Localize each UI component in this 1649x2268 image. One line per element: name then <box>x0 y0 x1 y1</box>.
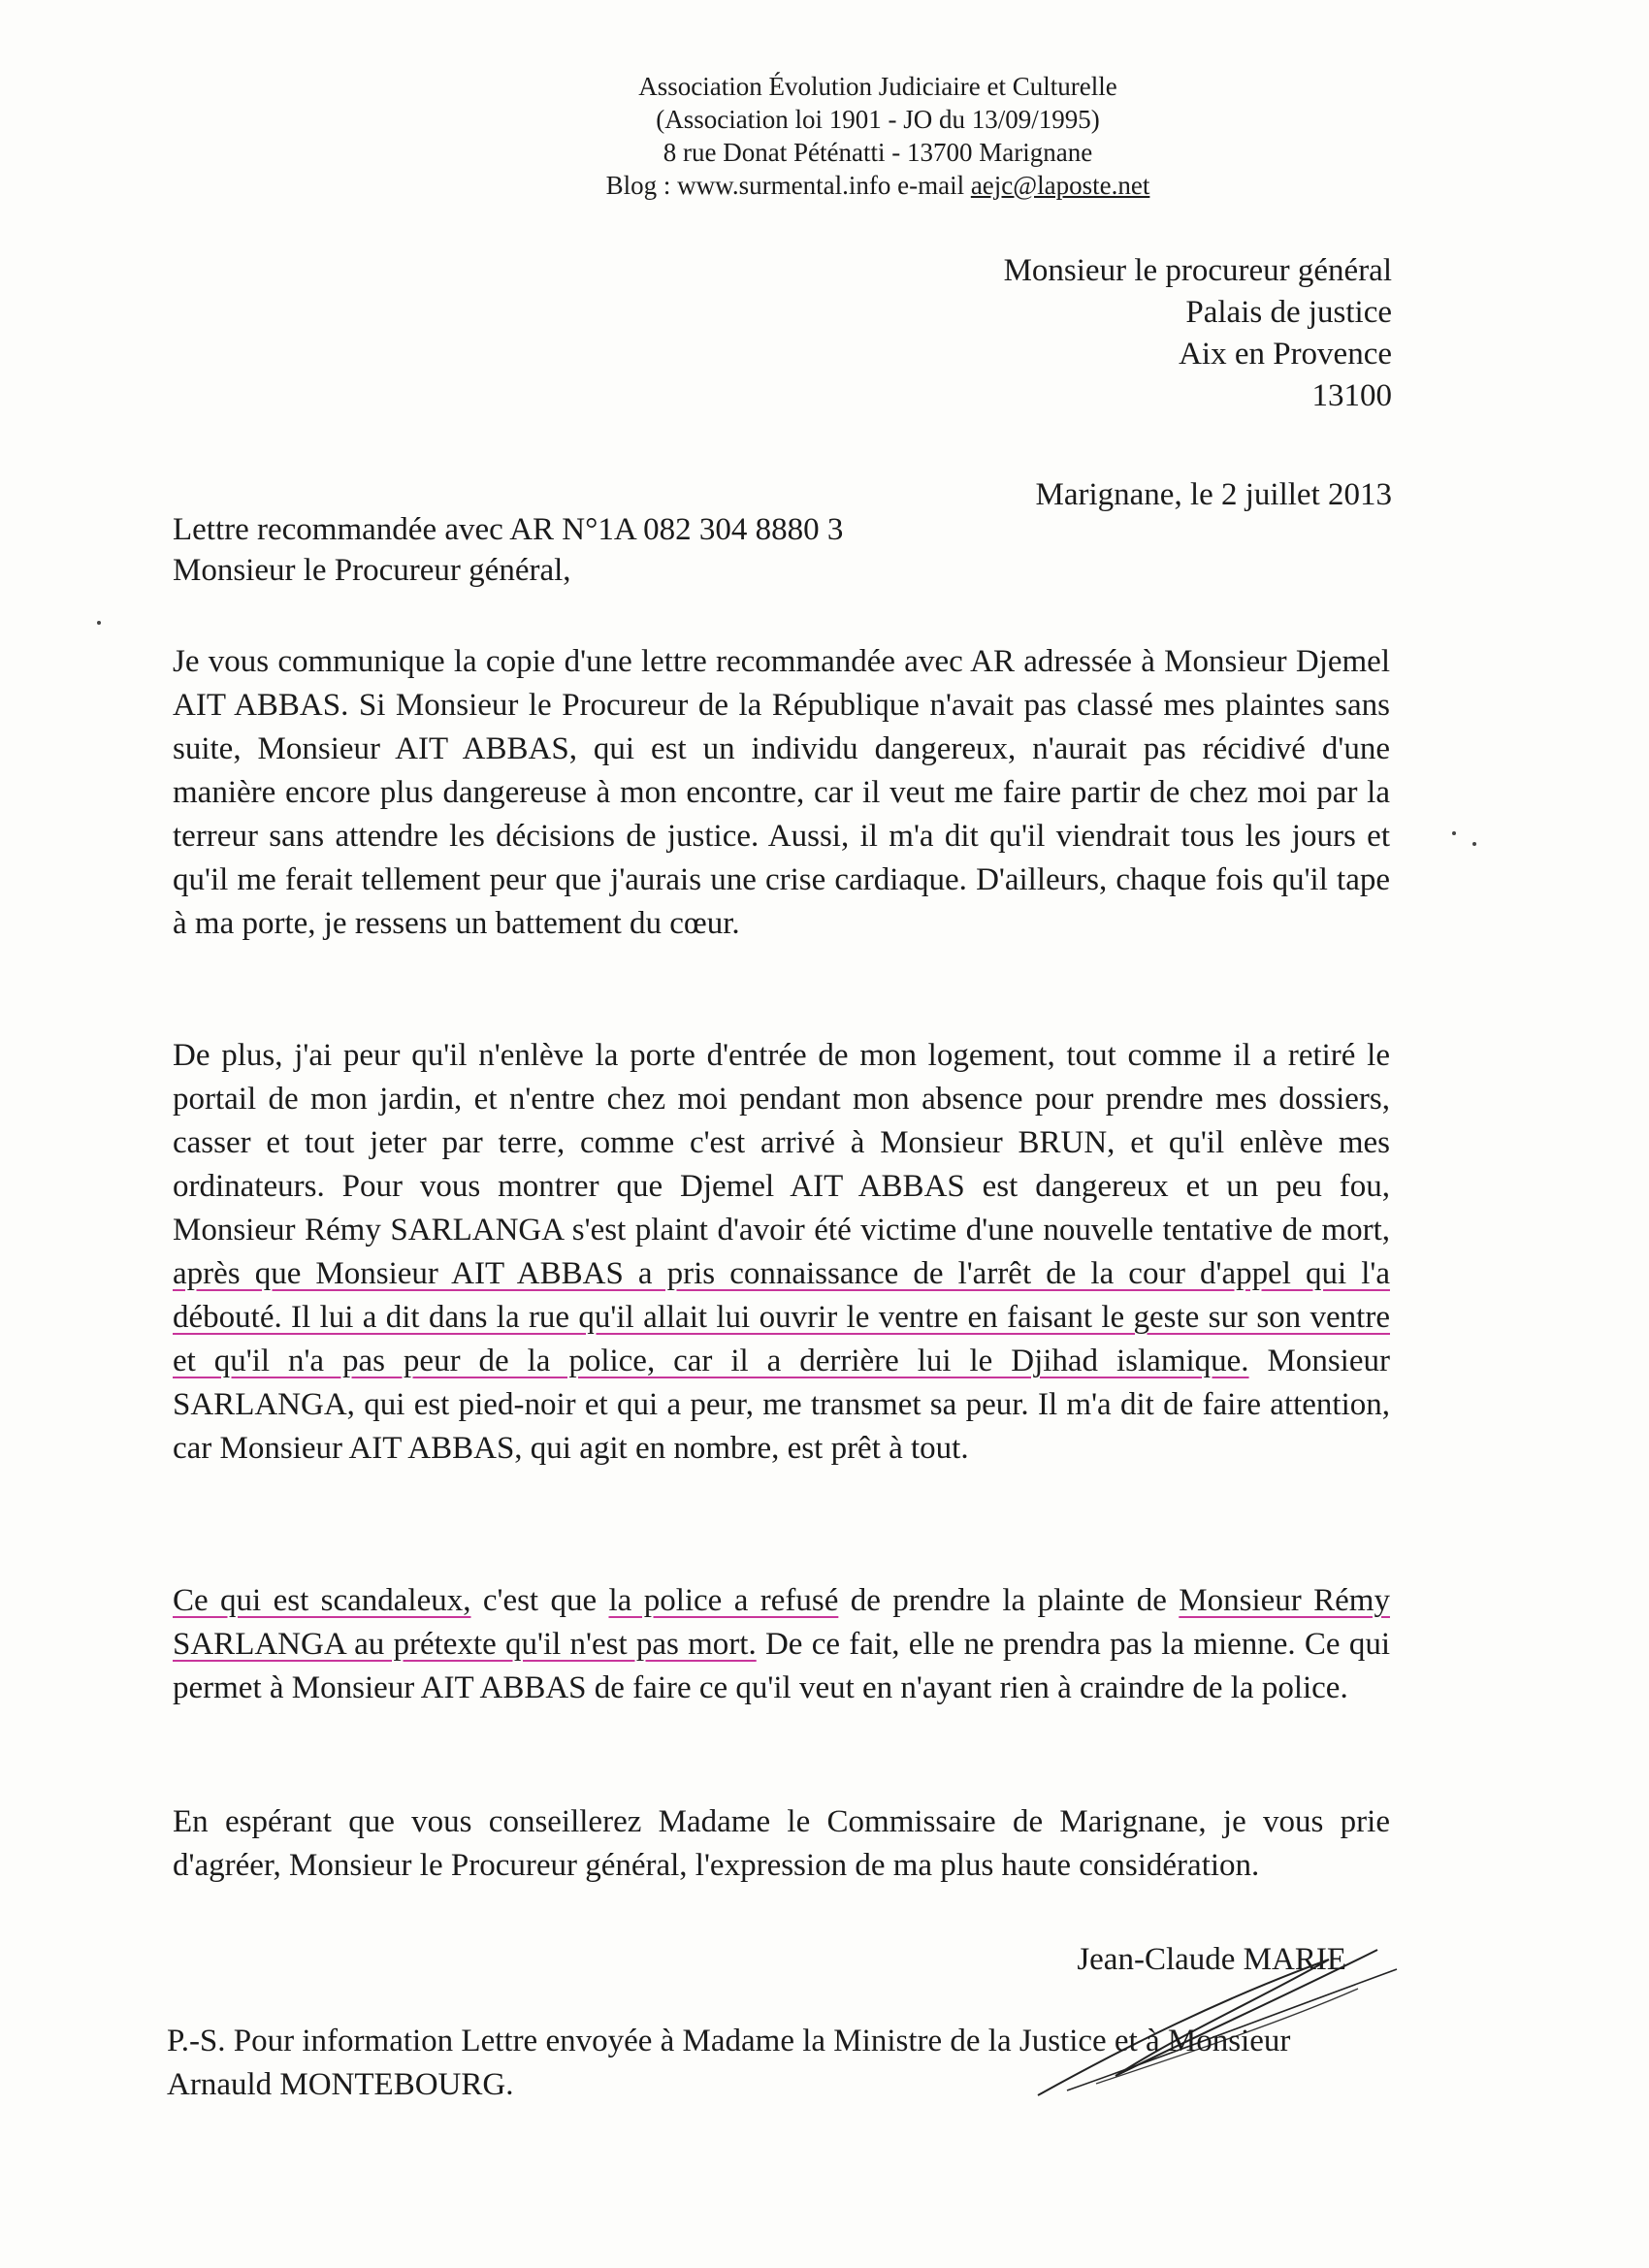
postscript: P.-S. Pour information Lettre envoyée à Madame la Ministre de la Justice et à Monsieur Arnauld MONTEBOURG. <box>167 2024 1291 2102</box>
paragraph-3-text: de prendre la plainte de <box>838 1583 1180 1618</box>
scan-speck <box>97 621 101 625</box>
recipient-line: Palais de justice <box>1185 295 1392 330</box>
underlined-passage: Monsieur Rémy SARLANGA au prétexte qu'il n'est pas mort. <box>173 1583 1390 1662</box>
paragraph-3-text: De ce fait, elle ne prendra pas la mienne. Ce qui permet à Monsieur AIT ABBAS de faire ce qu'il veut en n'ayant rien à craindre de la police. <box>173 1627 1390 1705</box>
blog-text: Blog : www.surmental.info e-mail <box>605 171 971 200</box>
association-contact <box>107 169 1649 202</box>
recipient-line: Aix en Provence <box>1179 337 1392 372</box>
registered-letter-number: Lettre recommandée avec AR N°1A 082 304 8880 3 <box>173 512 844 547</box>
recipient-line: Monsieur le procureur général <box>1003 253 1392 288</box>
underlined-passage: Ce qui est scandaleux, <box>173 1583 471 1618</box>
paragraph-3 <box>173 1579 1390 1710</box>
paragraph-1: Je vous communique la copie d'une lettre recommandée avec AR adressée à Monsieur Djemel AIT ABBAS. Si Monsieur le Procureur de la République n'avait pas classé mes plaintes sans suite, Monsieur AIT ABBAS, qui est un individu dangereux, n'aurait pas récidivé d'une manière encore plus dangereuse à mon encontre, car il veut me faire partir de chez moi par la terreur sans attendre les décisions de justice. Aussi, il m'a dit qu'il viendrait tous les jours et qu'il me ferait tellement peur que j'aurais une crise cardiaque. D'ailleurs, chaque fois qu'il tape à ma porte, je ressens un battement du cœur. <box>173 644 1390 941</box>
paragraph-2-text: De plus, j'ai peur qu'il n'enlève la porte d'entrée de mon logement, tout comme il a retiré le portail de mon jardin, et n'entre chez moi pendant mon absence pour prendre mes dossiers, casser et tout jeter par terre, comme c'est arrivé à Monsieur BRUN, et qu'il enlève mes ordinateurs. Pour vous montrer que Djemel AIT ABBAS est dangereux et un peu fou, Monsieur Rémy SARLANGA s'est plaint d'avoir été victime d'une nouvelle tentative de mort, <box>173 1038 1390 1247</box>
place-date: Marignane, le 2 juillet 2013 <box>1035 477 1392 512</box>
association-letterhead <box>0 70 1649 202</box>
closing-paragraph: En espérant que vous conseillerez Madame le Commissaire de Marignane, je vous prie d'agréer, Monsieur le Procureur général, l'expression de ma plus haute considération. <box>173 1804 1390 1883</box>
underlined-passage: après que Monsieur AIT ABBAS a pris connaissance de l'arrêt de la cour d'appel qui l'a débouté. Il lui a dit dans la rue qu'il allait lui ouvrir le ventre en faisant le geste sur son ventre et qu'il n'a pas peur de la police, car il a derrière lui le Djihad islamique. <box>173 1256 1390 1378</box>
association-name: Association Évolution Judiciaire et Culturelle <box>638 72 1117 101</box>
paragraph-3-text: c'est que <box>470 1583 609 1618</box>
recipient-line: 13100 <box>1311 378 1392 413</box>
scan-speck <box>1472 842 1476 846</box>
paragraph-2-text: Monsieur SARLANGA, qui est pied-noir et qui a peur, me transmet sa peur. Il m'a dit de faire attention, car Monsieur AIT ABBAS, qui agit en nombre, est prêt à tout. <box>173 1344 1390 1466</box>
email-text: aejc@laposte.net <box>970 171 1150 200</box>
salutation: Monsieur le Procureur général, <box>173 553 571 588</box>
association-legal: (Association loi 1901 - JO du 13/09/1995) <box>656 105 1100 134</box>
recipient-address <box>1004 250 1392 417</box>
underlined-passage: la police a refusé <box>608 1583 839 1618</box>
scan-speck <box>1452 831 1456 835</box>
association-address: 8 rue Donat Péténatti - 13700 Marignane <box>663 138 1093 167</box>
paragraph-2 <box>173 1034 1390 1471</box>
signatory-name: Jean-Claude MARIE <box>1077 1942 1346 1977</box>
